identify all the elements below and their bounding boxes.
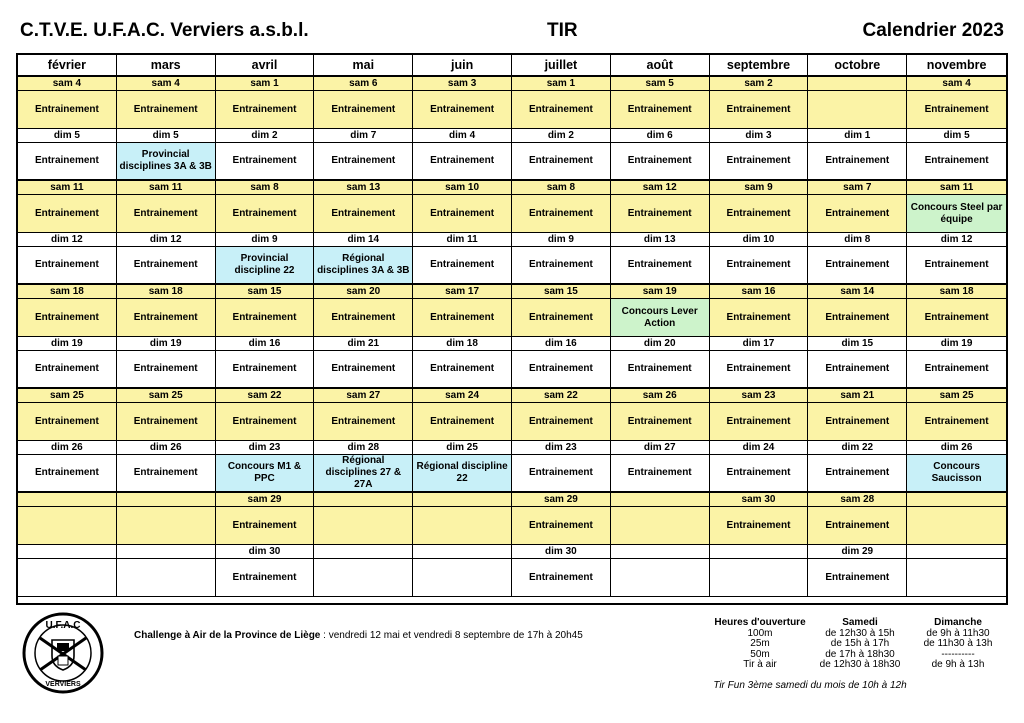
month-header: février [18, 55, 117, 77]
date-label [710, 545, 809, 559]
empty-cell [808, 91, 907, 129]
training-cell: Entrainement [611, 195, 710, 233]
sunday-hours: de 9h à 11h30 [926, 627, 990, 639]
date-label: dim 18 [413, 337, 512, 351]
event-cell: Provincial disciplines 3A & 3B [117, 143, 216, 181]
date-label: sam 4 [117, 77, 216, 91]
training-cell: Entrainement [413, 247, 512, 285]
training-cell: Entrainement [117, 299, 216, 337]
training-cell: Entrainement [808, 299, 907, 337]
date-label: sam 18 [117, 285, 216, 299]
date-label: dim 1 [808, 129, 907, 143]
date-label: sam 11 [907, 181, 1006, 195]
date-label: dim 3 [710, 129, 809, 143]
date-label: dim 13 [611, 233, 710, 247]
date-label [18, 545, 117, 559]
training-cell: Entrainement [512, 247, 611, 285]
date-label: dim 4 [413, 129, 512, 143]
date-label: sam 7 [808, 181, 907, 195]
empty-cell [611, 559, 710, 597]
logo-bottom-text: VERVIERS [45, 681, 81, 688]
event-cell: Régional disciplines 27 & 27A [314, 455, 413, 493]
empty-cell [314, 559, 413, 597]
date-label: dim 28 [314, 441, 413, 455]
date-label: sam 17 [413, 285, 512, 299]
training-cell: Entrainement [512, 143, 611, 181]
date-label: dim 5 [18, 129, 117, 143]
date-label: dim 21 [314, 337, 413, 351]
month-header: octobre [808, 55, 907, 77]
date-label: dim 24 [710, 441, 809, 455]
date-label: sam 6 [314, 77, 413, 91]
empty-cell [907, 507, 1006, 545]
date-label: sam 30 [710, 493, 809, 507]
training-cell: Entrainement [216, 507, 315, 545]
date-label: dim 9 [512, 233, 611, 247]
saturday-hours: de 12h30 à 15h [825, 627, 895, 639]
date-label: dim 23 [216, 441, 315, 455]
date-label: sam 4 [907, 77, 1006, 91]
date-label: dim 27 [611, 441, 710, 455]
date-label: sam 24 [413, 389, 512, 403]
training-cell: Entrainement [710, 247, 809, 285]
date-label: dim 16 [512, 337, 611, 351]
training-cell: Entrainement [512, 91, 611, 129]
date-label: dim 30 [512, 545, 611, 559]
date-label: sam 5 [611, 77, 710, 91]
training-cell: Entrainement [117, 455, 216, 493]
date-label [808, 77, 907, 91]
training-cell: Entrainement [216, 351, 315, 389]
training-cell: Entrainement [413, 403, 512, 441]
empty-cell [18, 507, 117, 545]
date-label: dim 19 [907, 337, 1006, 351]
training-cell: Entrainement [314, 195, 413, 233]
training-cell: Entrainement [216, 559, 315, 597]
club-name: C.T.V.E. U.F.A.C. Verviers a.s.b.l. [20, 20, 309, 41]
date-label: dim 12 [117, 233, 216, 247]
date-label: dim 6 [611, 129, 710, 143]
challenge-title: Challenge à Air de la Province de Liège [134, 630, 321, 641]
training-cell: Entrainement [710, 403, 809, 441]
date-label: sam 15 [512, 285, 611, 299]
training-cell: Entrainement [117, 91, 216, 129]
training-cell: Entrainement [216, 299, 315, 337]
empty-cell [413, 507, 512, 545]
date-label: dim 15 [808, 337, 907, 351]
empty-cell [314, 507, 413, 545]
training-cell: Entrainement [710, 143, 809, 181]
date-label: dim 7 [314, 129, 413, 143]
training-cell: Entrainement [907, 247, 1006, 285]
training-cell: Entrainement [413, 195, 512, 233]
hours-label: 25m [750, 638, 770, 650]
training-cell: Entrainement [18, 195, 117, 233]
event-cell: Concours Lever Action [611, 299, 710, 337]
training-cell: Entrainement [512, 507, 611, 545]
month-header: septembre [710, 55, 809, 77]
training-cell: Entrainement [808, 247, 907, 285]
date-label: dim 2 [216, 129, 315, 143]
sunday-hours: ---------- [941, 648, 975, 660]
date-label: sam 28 [808, 493, 907, 507]
date-label: dim 5 [117, 129, 216, 143]
training-cell: Entrainement [907, 91, 1006, 129]
training-cell: Entrainement [611, 143, 710, 181]
date-label: dim 29 [808, 545, 907, 559]
date-label: sam 25 [907, 389, 1006, 403]
date-label: dim 25 [413, 441, 512, 455]
training-cell: Entrainement [808, 403, 907, 441]
month-header: août [611, 55, 710, 77]
training-cell: Entrainement [808, 195, 907, 233]
date-label: dim 26 [907, 441, 1006, 455]
training-cell: Entrainement [18, 351, 117, 389]
date-label: dim 20 [611, 337, 710, 351]
challenge-dates: : vendredi 12 mai et vendredi 8 septembre de 17h à 20h45 [320, 630, 583, 641]
training-cell: Entrainement [216, 195, 315, 233]
training-cell: Entrainement [512, 455, 611, 493]
training-cell: Entrainement [216, 91, 315, 129]
date-label: dim 16 [216, 337, 315, 351]
empty-cell [710, 559, 809, 597]
saturday-hours: de 15h à 17h [830, 638, 890, 650]
training-cell: Entrainement [808, 143, 907, 181]
date-label: sam 29 [512, 493, 611, 507]
date-label: dim 12 [18, 233, 117, 247]
empty-cell [117, 507, 216, 545]
ufac-logo [22, 612, 104, 694]
sunday-hours: de 9h à 13h [931, 659, 985, 671]
date-label [117, 493, 216, 507]
month-header: juillet [512, 55, 611, 77]
training-cell: Entrainement [710, 195, 809, 233]
training-cell: Entrainement [314, 403, 413, 441]
date-label: dim 12 [907, 233, 1006, 247]
training-cell: Entrainement [907, 351, 1006, 389]
training-cell: Entrainement [314, 91, 413, 129]
event-cell: Concours M1 & PPC [216, 455, 315, 493]
training-cell: Entrainement [413, 143, 512, 181]
training-cell: Entrainement [611, 91, 710, 129]
training-cell: Entrainement [710, 507, 809, 545]
training-cell: Entrainement [512, 195, 611, 233]
date-label [413, 493, 512, 507]
training-cell: Entrainement [808, 351, 907, 389]
date-label [611, 545, 710, 559]
sunday-hours: de 11h30 à 13h [923, 638, 993, 650]
date-label: dim 19 [117, 337, 216, 351]
training-cell: Entrainement [808, 507, 907, 545]
date-label: sam 3 [413, 77, 512, 91]
training-cell: Entrainement [18, 455, 117, 493]
month-header: avril [216, 55, 315, 77]
training-cell: Entrainement [808, 455, 907, 493]
empty-cell [413, 559, 512, 597]
training-cell: Entrainement [18, 299, 117, 337]
month-header: novembre [907, 55, 1006, 77]
training-cell: Entrainement [907, 299, 1006, 337]
calendar-table [16, 53, 1008, 605]
date-label: sam 12 [611, 181, 710, 195]
event-cell: Concours Steel par équipe [907, 195, 1006, 233]
training-cell: Entrainement [18, 403, 117, 441]
event-cell: Provincial discipline 22 [216, 247, 315, 285]
date-label: sam 11 [117, 181, 216, 195]
month-header: mars [117, 55, 216, 77]
training-cell: Entrainement [117, 195, 216, 233]
date-label: dim 11 [413, 233, 512, 247]
training-cell: Entrainement [907, 143, 1006, 181]
date-label [413, 545, 512, 559]
empty-cell [611, 507, 710, 545]
date-label: dim 2 [512, 129, 611, 143]
date-label: dim 23 [512, 441, 611, 455]
date-label: dim 17 [710, 337, 809, 351]
date-label: sam 10 [413, 181, 512, 195]
date-label: sam 25 [18, 389, 117, 403]
date-label: sam 22 [216, 389, 315, 403]
training-cell: Entrainement [117, 247, 216, 285]
challenge-note [134, 630, 583, 641]
date-label: sam 26 [611, 389, 710, 403]
training-cell: Entrainement [18, 91, 117, 129]
training-cell: Entrainement [413, 299, 512, 337]
date-label: sam 21 [808, 389, 907, 403]
month-header: mai [314, 55, 413, 77]
hours-label: Tir à air [743, 659, 777, 671]
training-cell: Entrainement [314, 299, 413, 337]
date-label: sam 4 [18, 77, 117, 91]
saturday-title: Samedi [842, 617, 878, 628]
training-cell: Entrainement [413, 351, 512, 389]
training-cell: Entrainement [512, 403, 611, 441]
training-cell: Entrainement [710, 299, 809, 337]
training-cell: Entrainement [611, 403, 710, 441]
date-label: sam 22 [512, 389, 611, 403]
training-cell: Entrainement [611, 247, 710, 285]
saturday-hours: de 17h à 18h30 [825, 648, 895, 660]
date-label: sam 25 [117, 389, 216, 403]
tir-fun-note: Tir Fun 3ème samedi du mois de 10h à 12h [713, 680, 907, 691]
training-cell: Entrainement [710, 351, 809, 389]
date-label: sam 14 [808, 285, 907, 299]
date-label: sam 23 [710, 389, 809, 403]
date-label: sam 19 [611, 285, 710, 299]
month-header: juin [413, 55, 512, 77]
date-label [611, 493, 710, 507]
opening-hours-title: Heures d'ouverture [714, 617, 806, 628]
date-label: sam 20 [314, 285, 413, 299]
date-label: sam 18 [18, 285, 117, 299]
saturday-hours: de 12h30 à 18h30 [819, 659, 901, 671]
date-label: sam 2 [710, 77, 809, 91]
training-cell: Entrainement [710, 455, 809, 493]
page-title: TIR [547, 20, 578, 41]
date-label: sam 29 [216, 493, 315, 507]
training-cell: Entrainement [314, 143, 413, 181]
empty-cell [18, 559, 117, 597]
date-label: sam 16 [710, 285, 809, 299]
empty-cell [907, 559, 1006, 597]
date-label: dim 9 [216, 233, 315, 247]
training-cell: Entrainement [413, 91, 512, 129]
training-cell: Entrainement [808, 559, 907, 597]
date-label: sam 1 [216, 77, 315, 91]
date-label: dim 5 [907, 129, 1006, 143]
date-label: sam 9 [710, 181, 809, 195]
hours-label: 100m [747, 627, 773, 639]
training-cell: Entrainement [512, 351, 611, 389]
training-cell: Entrainement [18, 143, 117, 181]
date-label: sam 13 [314, 181, 413, 195]
date-label: dim 22 [808, 441, 907, 455]
date-label: dim 26 [18, 441, 117, 455]
date-label [18, 493, 117, 507]
date-label: dim 14 [314, 233, 413, 247]
event-cell: Concours Saucisson [907, 455, 1006, 493]
training-cell: Entrainement [117, 403, 216, 441]
empty-cell [117, 559, 216, 597]
date-label: sam 1 [512, 77, 611, 91]
date-label: dim 8 [808, 233, 907, 247]
training-cell: Entrainement [611, 351, 710, 389]
date-label [907, 493, 1006, 507]
opening-hours-saturday [812, 618, 908, 671]
calendar-year-title: Calendrier 2023 [862, 20, 1004, 41]
date-label: sam 15 [216, 285, 315, 299]
date-label: sam 11 [18, 181, 117, 195]
date-label [314, 545, 413, 559]
date-label: dim 26 [117, 441, 216, 455]
event-cell: Régional discipline 22 [413, 455, 512, 493]
training-cell: Entrainement [611, 455, 710, 493]
training-cell: Entrainement [216, 403, 315, 441]
date-label: dim 10 [710, 233, 809, 247]
training-cell: Entrainement [512, 299, 611, 337]
training-cell: Entrainement [216, 143, 315, 181]
training-cell: Entrainement [18, 247, 117, 285]
date-label [314, 493, 413, 507]
training-cell: Entrainement [512, 559, 611, 597]
date-label: sam 27 [314, 389, 413, 403]
training-cell: Entrainement [710, 91, 809, 129]
date-label: sam 18 [907, 285, 1006, 299]
date-label: dim 19 [18, 337, 117, 351]
logo-top-text: U.F.A.C [45, 620, 81, 631]
date-label: dim 30 [216, 545, 315, 559]
training-cell: Entrainement [907, 403, 1006, 441]
date-label [117, 545, 216, 559]
training-cell: Entrainement [314, 351, 413, 389]
opening-hours-sunday [910, 618, 1006, 671]
date-label: sam 8 [216, 181, 315, 195]
event-cell: Régional disciplines 3A & 3B [314, 247, 413, 285]
sunday-title: Dimanche [934, 617, 982, 628]
opening-hours-labels [704, 618, 816, 671]
hours-label: 50m [750, 648, 770, 660]
date-label [907, 545, 1006, 559]
training-cell: Entrainement [117, 351, 216, 389]
date-label: sam 8 [512, 181, 611, 195]
